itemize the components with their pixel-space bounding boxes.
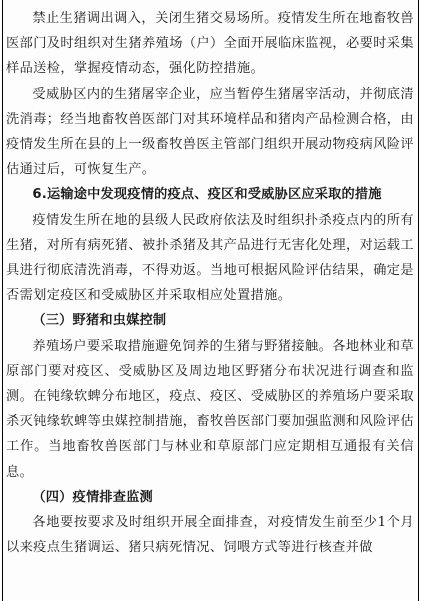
section-heading-surveillance: （四）疫情排查监测 — [32, 489, 153, 505]
left-border-line — [2, 0, 3, 601]
paragraph-transport-measures: 疫情发生所在地的县级人民政府依法及时组织扑杀疫点内的所有生猪，对所有病死猪、被扑杀猪及其产品进行无害化处理，对运载工具进行彻底清洗消毒，不得劝返。当地可根据风险评估结果，确定是否需划定疫区和受威胁区并采取相应处置措施。 — [6, 212, 414, 304]
paragraph-slaughterhouse: 受威胁区内的生猪屠宰企业，应当暂停生猪屠宰活动，并彻底清洗消毒；经当地畜牧兽医部门对其环境样品和猪肉产品检测合格，由疫情发生所在县的上一级畜牧兽医主管部门组织开展动物疫病风险评估通过后，可恢复生产。 — [6, 86, 414, 178]
right-border-line — [418, 0, 419, 601]
paragraph-trade-closure: 禁止生猪调出调入，关闭生猪交易场所。疫情发生所在地畜牧兽医部门及时组织对生猪养殖场（户）全面开展临床监视，必要时采集样品送检，掌握疫情动态，强化防控措施。 — [6, 11, 414, 77]
section-heading-transport: 6.运输途中发现疫情的疫点、疫区和受威胁区应采取的措施 — [32, 187, 382, 203]
paragraph-wild-boar-vectors: 养殖场户要采取措施避免饲养的生猪与野猪接触。各地林业和草原部门要对疫区、受威胁区及周边地区野猪分布状况进行调查和监测。在钝缘软蜱分布地区，疫点、疫区、受威胁区的养殖场户要采取杀灭钝缘软蜱等虫媒控制措施，畜牧兽医部门要加强监测和风险评估工作。当地畜牧兽医部门与林业和草原部门应定期相互通报有关信息。 — [6, 338, 414, 480]
section-heading-wild-boar: （三）野猪和虫媒控制 — [32, 313, 167, 329]
document-body — [6, 0, 414, 560]
paragraph-surveillance: 各地要按要求及时组织开展全面排查，对疫情发生前至少1个月以来疫点生猪调运、猪只病死情况、饲喂方式等进行核查并做 — [6, 515, 414, 556]
